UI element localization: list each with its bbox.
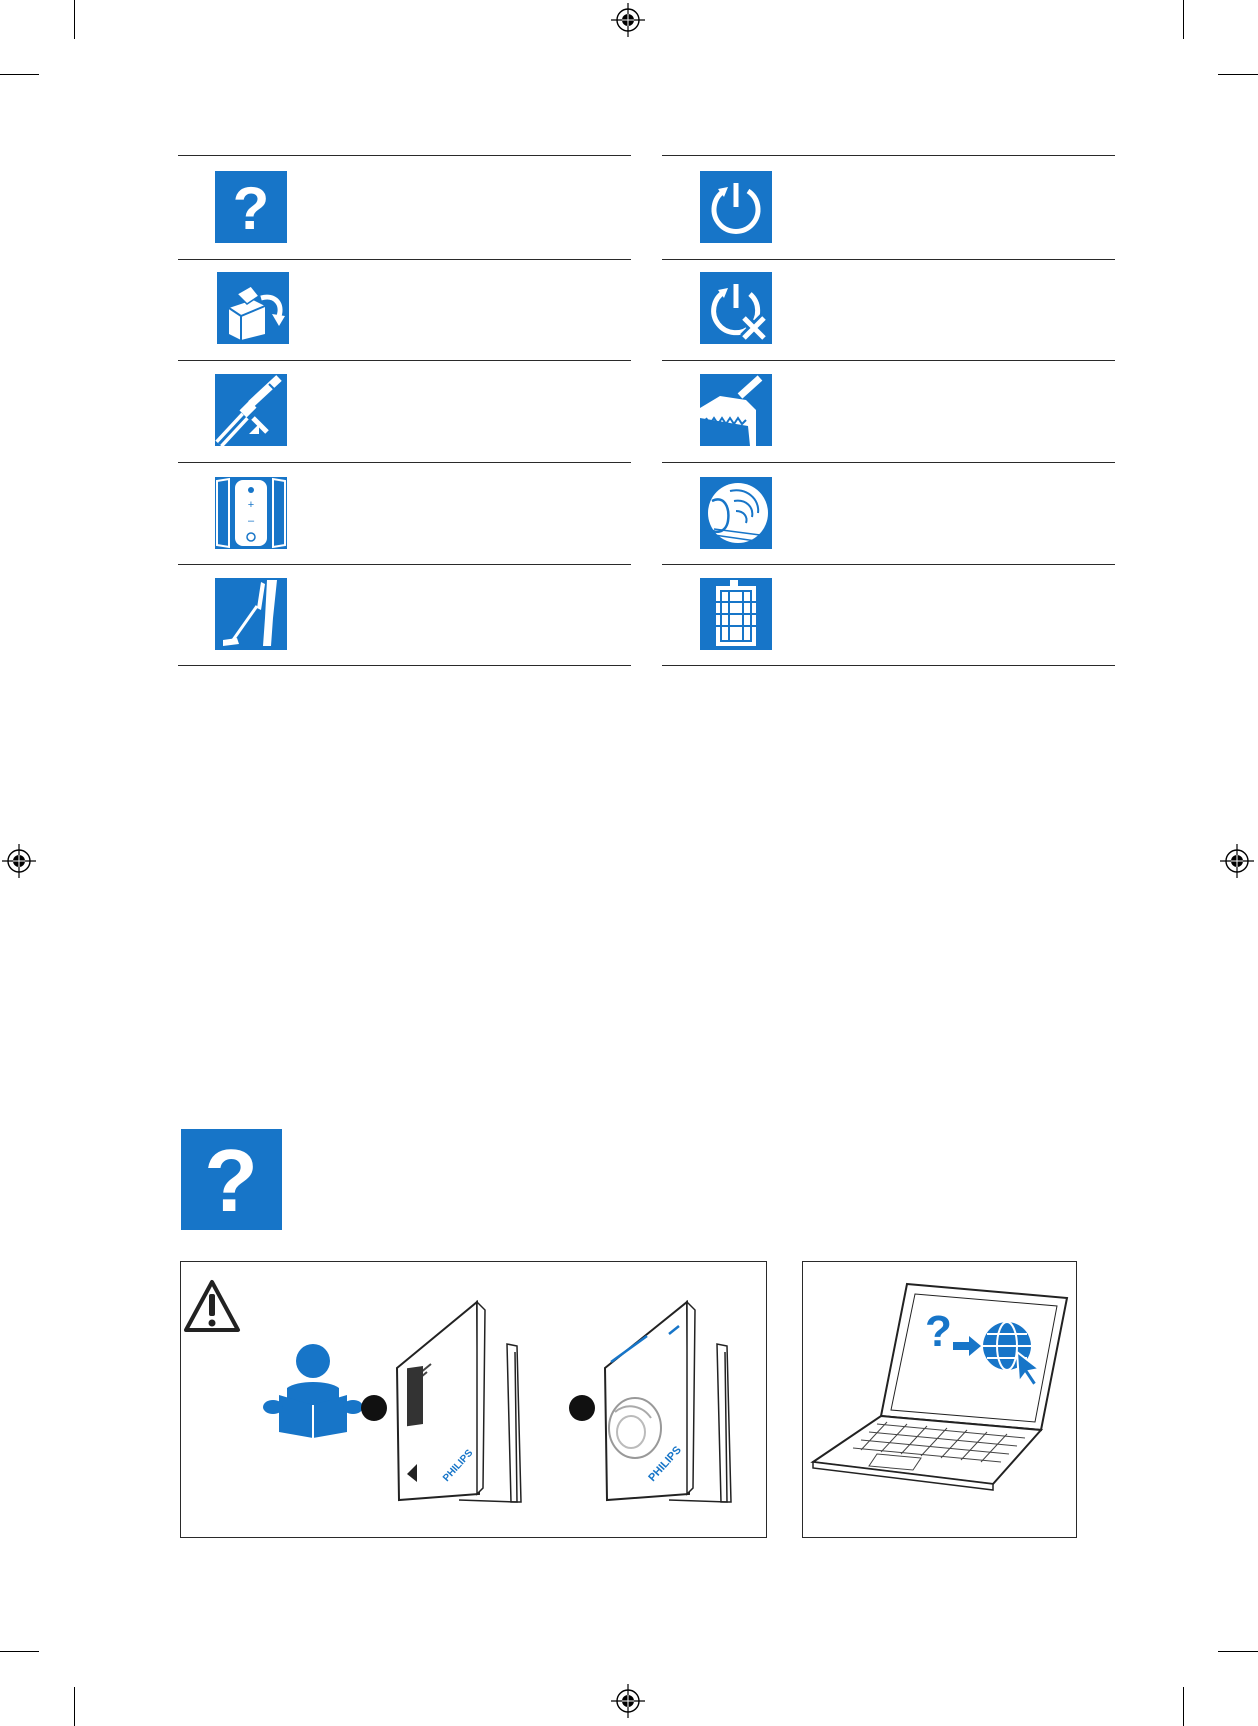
question-mark-icon[interactable] [215,171,287,243]
question-mark-icon[interactable] [181,1129,282,1230]
booklet-brand: PHILIPS [441,1447,476,1485]
registration-mark-icon [611,3,645,37]
screen-question: ? [925,1307,952,1356]
table-rule [662,564,1115,565]
filter-icon[interactable] [700,578,772,650]
warning-triangle-icon [186,1282,238,1330]
user-manual-booklet-illustration [605,1302,731,1502]
crop-mark [1183,1687,1184,1726]
bullet-dot [569,1395,595,1421]
bullet-dot [361,1395,387,1421]
svg-text:–: – [247,515,255,527]
crop-mark [1218,74,1258,75]
person-reading-icon [263,1344,363,1438]
nozzle-icon[interactable] [700,374,772,446]
crop-mark [0,74,39,75]
crop-mark [1218,1651,1258,1652]
laptop-support-panel [802,1261,1077,1538]
crop-mark [74,0,75,39]
table-rule [662,462,1115,463]
table-rule [178,155,631,156]
handle-controls-icon[interactable] [215,477,287,549]
crop-mark [0,1651,39,1652]
svg-text:?: ? [204,1131,258,1230]
manual-reading-panel [180,1261,767,1538]
safety-booklet-illustration [397,1302,521,1502]
table-rule [662,155,1115,156]
registration-mark-icon [2,844,36,878]
registration-mark-icon [1220,844,1254,878]
table-rule [178,360,631,361]
table-rule [178,259,631,260]
crop-mark [74,1687,75,1726]
registration-mark-icon [611,1684,645,1718]
table-rule [662,259,1115,260]
svg-text:+: + [247,499,255,511]
unboxing-icon[interactable] [217,272,289,344]
table-rule [662,360,1115,361]
power-on-icon[interactable] [700,171,772,243]
crop-mark [1183,0,1184,39]
table-rule [178,564,631,565]
vacuuming-person-icon[interactable] [215,578,287,650]
dust-container-icon[interactable] [700,477,772,549]
booklet-brand: PHILIPS [646,1444,684,1485]
svg-text:?: ? [232,175,270,242]
laptop-support-icon [803,1262,1076,1537]
table-rule [662,665,1115,666]
power-off-icon[interactable] [700,272,772,344]
tube-assembly-icon[interactable] [215,374,287,446]
table-rule [178,462,631,463]
table-rule [178,665,631,666]
